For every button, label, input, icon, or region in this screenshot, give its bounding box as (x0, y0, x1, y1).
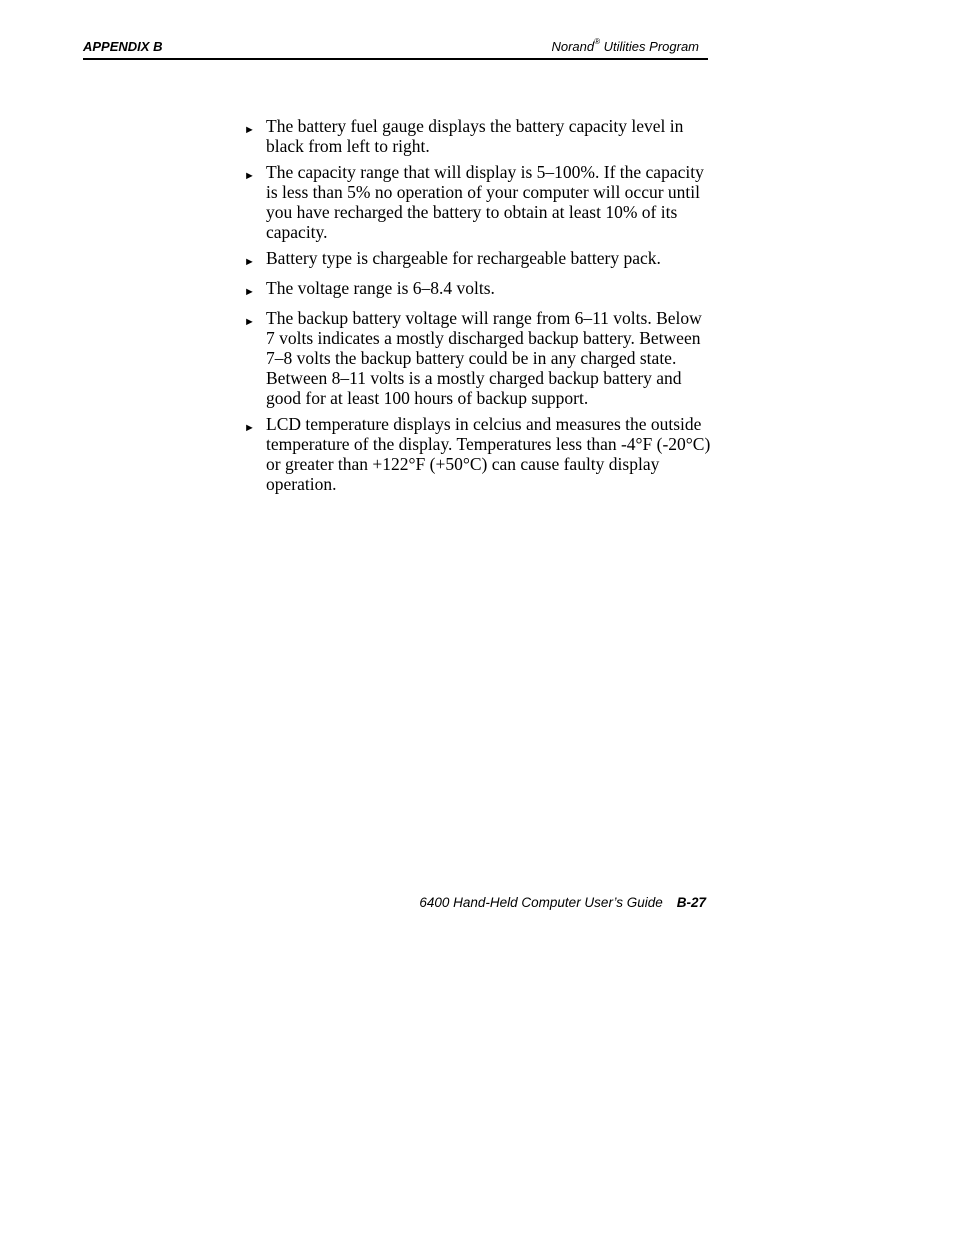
chapter-title-rest: Utilities Program (600, 39, 699, 54)
section-label: APPENDIX B (83, 39, 163, 54)
list-item-text: The battery fuel gauge displays the battery capacity level in black from left to right. (266, 116, 684, 156)
bullet-arrow-icon: ► (244, 316, 255, 328)
page-header (83, 36, 708, 60)
page-number: B-27 (676, 895, 706, 910)
list-item (244, 414, 714, 494)
list-item-text: The capacity range that will display is 5–100%. If the capacity is less than 5% no operation of your computer will occur until you have recharged the battery to obtain at least 10% of its capacity. (266, 162, 704, 242)
list-item (244, 308, 714, 408)
bullet-arrow-icon: ► (244, 422, 255, 434)
list-item (244, 248, 714, 272)
list-item-text: LCD temperature displays in celcius and measures the outside temperature of the display. Temperatures less than -4°F (-20°C) or greater than +122°F (+50°C) can cause faulty display operation. (266, 414, 711, 494)
list-item (244, 116, 714, 156)
registered-mark: ® (594, 37, 601, 46)
bullet-arrow-icon: ► (244, 286, 255, 298)
list-item (244, 278, 714, 302)
list-item-text: Battery type is chargeable for rechargeable battery pack. (266, 248, 661, 268)
bullet-arrow-icon: ► (244, 124, 255, 136)
list-item (244, 162, 714, 242)
guide-title: 6400 Hand-Held Computer User’s Guide (419, 895, 663, 910)
brand-name: Norand (551, 39, 595, 54)
list-item-text: The backup battery voltage will range from 6–11 volts. Below 7 volts indicates a mostly discharged backup battery. Between 7–8 volts the backup battery could be in any charged state. Between 8–11 volts is a mostly charged backup battery and good for at least 100 hours of backup support. (266, 308, 702, 408)
bullet-list (244, 116, 714, 500)
page-footer (380, 895, 706, 910)
list-item-text: The voltage range is 6–8.4 volts. (266, 278, 495, 298)
chapter-title (551, 39, 699, 54)
bullet-arrow-icon: ► (244, 170, 255, 182)
bullet-arrow-icon: ► (244, 256, 255, 268)
